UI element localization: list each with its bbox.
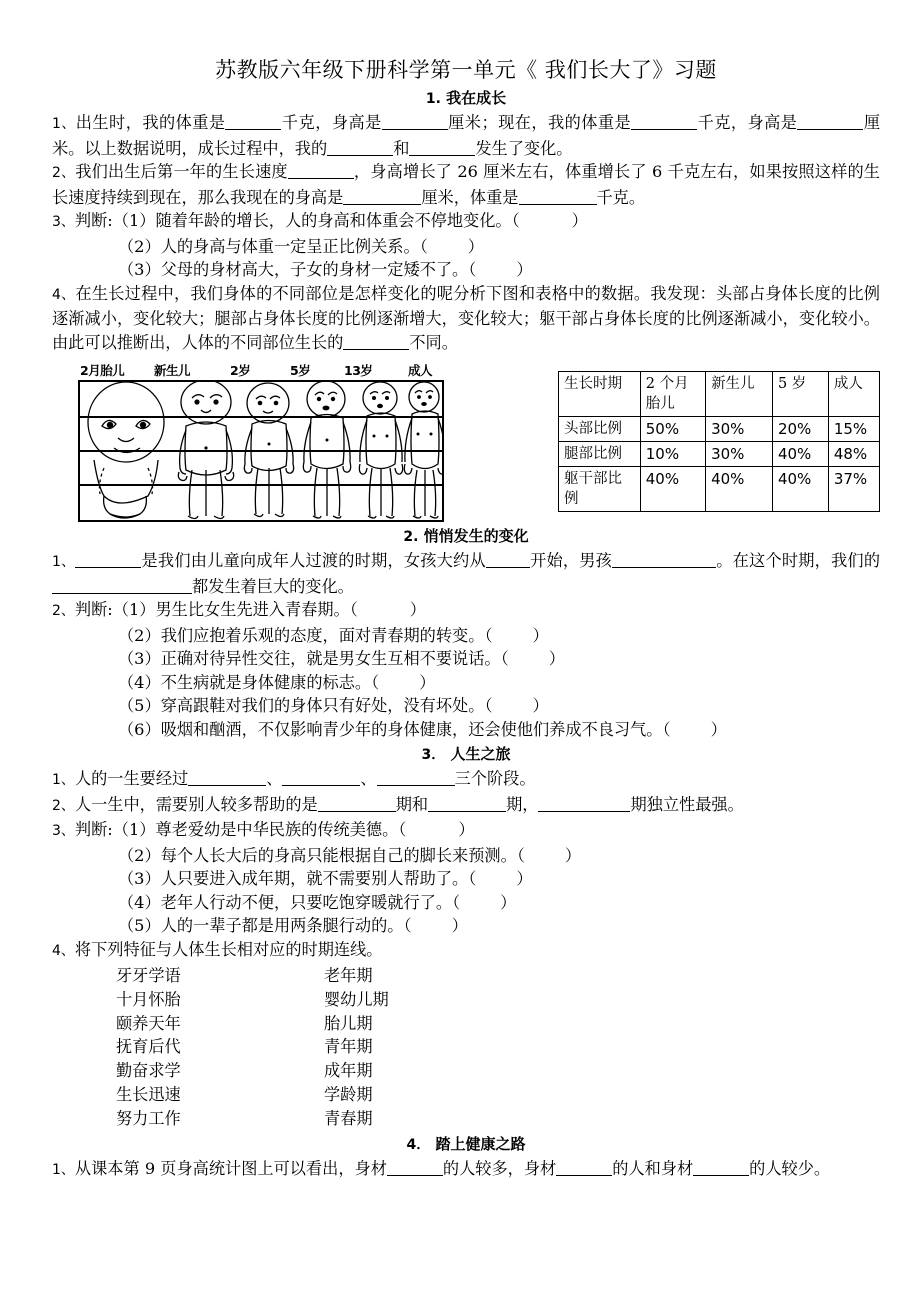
question-text: 和 xyxy=(393,138,410,158)
body-proportion-table xyxy=(558,371,880,512)
question-1-3-item-2 xyxy=(52,235,880,259)
item-text: 穿高跟鞋对我们的身体只有好处，没有坏处。（ xyxy=(160,696,493,715)
question-2-2-item-6 xyxy=(52,718,880,742)
item-number: （2） xyxy=(118,236,161,256)
answer-blank[interactable] xyxy=(343,189,421,205)
item-close: ） xyxy=(571,211,588,230)
matching-right-item[interactable]: 青年期 xyxy=(324,1037,373,1057)
question-text: 不同。 xyxy=(409,332,458,352)
item-text: 正确对待异性交往，就是男女生互相不要说话。（ xyxy=(160,649,509,668)
question-1-2 xyxy=(52,160,880,209)
cell-torso-age5: 40% xyxy=(772,467,828,512)
figure-frame xyxy=(78,380,444,522)
cell-legs-age5: 40% xyxy=(772,442,828,467)
row-label-legs: 腿部比例 xyxy=(559,442,641,467)
item-text: 男生比女生先进入青春期。（ xyxy=(155,600,358,619)
answer-blank[interactable] xyxy=(382,114,448,130)
cell-torso-newborn: 40% xyxy=(706,467,773,512)
item-close: ） xyxy=(710,719,727,739)
question-3-3-item-3 xyxy=(52,867,880,891)
answer-blank[interactable] xyxy=(693,1160,749,1176)
matching-left-item[interactable]: 牙牙学语 xyxy=(116,966,181,985)
item-number: （3） xyxy=(118,869,161,888)
section-number-1: 1. xyxy=(425,91,441,107)
question-number: 4、 xyxy=(52,942,75,959)
answer-blank[interactable] xyxy=(538,796,630,812)
answer-blank[interactable] xyxy=(75,552,141,568)
question-number: 3、 xyxy=(52,214,75,230)
question-text: 从课本第 9 页身高统计图上可以看出，身材 xyxy=(74,1158,387,1178)
item-text: 不生病就是身体健康的标志。（ xyxy=(160,672,380,692)
section-heading-3 xyxy=(52,743,880,766)
matching-row xyxy=(116,1083,880,1107)
question-3-3 xyxy=(52,818,880,844)
question-2-1 xyxy=(52,549,880,598)
row-label-torso: 躯干部比例 xyxy=(559,467,641,512)
question-text: 。在这个时期，我们的 xyxy=(716,551,881,570)
figure-labels xyxy=(78,363,446,380)
item-number: （6） xyxy=(118,719,161,739)
question-number: 2、 xyxy=(52,165,76,181)
question-text: ，身高增长了 26 厘米左右，体重增长了 6 千克左右，如果按照这样的生长速度持续到现在，那么我现在的身高是 xyxy=(52,162,880,207)
table-header-period: 生长时期 xyxy=(559,372,641,417)
question-text: 人一生中，需要别人较多帮助的是 xyxy=(74,794,318,814)
item-number: （3） xyxy=(118,260,161,279)
question-1-1 xyxy=(52,111,880,160)
item-text: 随着年龄的增长，人的身高和体重会不停地变化。（ xyxy=(155,211,520,230)
judge-label: 判断: xyxy=(74,820,113,839)
question-number: 4、 xyxy=(52,286,76,303)
section-heading-2 xyxy=(52,525,880,548)
table-header-adult: 成人 xyxy=(828,372,879,417)
question-text: 厘米。以上数据说明，成长过程中，我的 xyxy=(52,113,881,158)
question-text: 期独立性最强。 xyxy=(630,794,744,814)
item-number: （5） xyxy=(118,916,161,935)
question-2-2-item-3 xyxy=(52,647,880,671)
matching-left-item[interactable]: 勤奋求学 xyxy=(116,1061,181,1081)
table-header-fetus: 2 个月胎儿 xyxy=(640,372,705,417)
question-text: 将下列特征与人体生长相对应的时期连线。 xyxy=(74,939,383,959)
item-close: ） xyxy=(532,625,549,645)
question-text: 千克，身高是 xyxy=(697,113,798,132)
figure-label-newborn: 新生儿 xyxy=(154,363,191,378)
item-text: 老年人行动不便，只要吃饱穿暖就行了。（ xyxy=(160,892,461,912)
item-close: ） xyxy=(467,236,484,256)
figure-label-age-13: 13岁 xyxy=(344,363,373,378)
answer-blank[interactable] xyxy=(556,1160,612,1176)
question-text: 在生长过程中，我们身体的不同部位是怎样变化的呢分析下图和表格中的数据。我发现：头部占身体长度的比例逐渐减小，变化较大；腿部占身体长度的比例逐渐增大，变化较大；躯干部占身体长度的比例逐渐减小，变化较小。由此可以推断出，人体的不同部位生长的 xyxy=(52,283,880,352)
section-title-3: 人生之旅 xyxy=(450,745,511,763)
table-header-row xyxy=(559,372,880,417)
question-text: 的人较多，身材 xyxy=(442,1158,557,1178)
judge-label: 判断: xyxy=(74,600,113,619)
cell-head-adult: 15% xyxy=(828,417,879,442)
matching-right-item[interactable]: 老年期 xyxy=(324,966,373,985)
question-text: 、 xyxy=(360,769,377,788)
question-3-4 xyxy=(52,938,880,964)
question-text: 三个阶段。 xyxy=(454,769,536,788)
question-text: 千克。 xyxy=(596,187,646,207)
matching-row xyxy=(116,1107,880,1131)
item-text: 人的身高与体重一定呈正比例关系。（ xyxy=(160,236,428,256)
question-2-2 xyxy=(52,598,880,624)
question-number: 3、 xyxy=(52,823,75,839)
answer-blank[interactable] xyxy=(327,140,393,156)
question-text: 厘米，体重是 xyxy=(421,187,519,207)
item-number: （1） xyxy=(112,211,156,230)
matching-right-item[interactable]: 青春期 xyxy=(324,1108,373,1128)
item-close: ） xyxy=(451,916,468,935)
question-1-4 xyxy=(52,282,880,355)
question-3-3-item-2 xyxy=(52,844,880,868)
question-number: 2、 xyxy=(52,603,75,619)
question-1-3 xyxy=(52,209,880,235)
question-number: 1、 xyxy=(52,772,75,788)
section-number-3: 3． xyxy=(421,747,446,763)
answer-blank[interactable] xyxy=(52,578,192,594)
item-number: （4） xyxy=(118,672,161,692)
answer-blank[interactable] xyxy=(631,114,697,130)
question-text: 发生了变化。 xyxy=(475,138,573,158)
item-number: （3） xyxy=(118,649,161,668)
answer-blank[interactable] xyxy=(428,796,506,812)
item-close: ） xyxy=(548,649,565,668)
question-number: 1、 xyxy=(52,1161,75,1178)
cell-head-newborn: 30% xyxy=(706,417,773,442)
table-header-age5: 5 岁 xyxy=(772,372,828,417)
question-4-1 xyxy=(52,1157,880,1183)
item-number: （2） xyxy=(118,845,161,865)
item-close: ） xyxy=(564,845,582,865)
table-row xyxy=(559,417,880,442)
question-1-3-item-3 xyxy=(52,258,880,282)
table-row xyxy=(559,442,880,467)
answer-blank[interactable] xyxy=(318,796,396,812)
matching-exercise xyxy=(52,964,880,1131)
figure-label-age-5: 5岁 xyxy=(290,363,311,378)
matching-row xyxy=(116,988,880,1012)
section-title-1: 我在成长 xyxy=(446,89,507,107)
matching-right-item[interactable]: 胎儿期 xyxy=(324,1013,373,1033)
matching-row xyxy=(116,1035,880,1059)
cell-torso-adult: 37% xyxy=(828,467,879,512)
section-heading-1 xyxy=(52,87,880,110)
question-text: 出生时，我的体重是 xyxy=(75,113,226,132)
section-title-4: 踏上健康之路 xyxy=(435,1134,526,1153)
question-text: 我们出生后第一年的生长速度 xyxy=(75,162,288,181)
matching-right-item[interactable]: 婴幼儿期 xyxy=(324,989,389,1009)
body-proportion-figure xyxy=(78,363,446,522)
section-number-2: 2. xyxy=(403,529,419,545)
figure-and-table-row xyxy=(52,363,880,523)
item-number: （4） xyxy=(118,892,161,912)
question-number: 1、 xyxy=(52,554,76,570)
cell-head-fetus: 50% xyxy=(640,417,705,442)
question-text: 是我们由儿童向成年人过渡的时期，女孩大约从 xyxy=(141,551,486,570)
question-3-1 xyxy=(52,767,880,793)
question-2-2-item-4 xyxy=(52,671,880,695)
matching-left-item[interactable]: 生长迅速 xyxy=(116,1084,181,1104)
item-close: ） xyxy=(458,820,475,839)
cell-torso-fetus: 40% xyxy=(640,467,705,512)
answer-blank[interactable] xyxy=(797,114,863,130)
matching-left-item[interactable]: 十月怀胎 xyxy=(116,989,181,1009)
section-title-2: 悄悄发生的变化 xyxy=(423,527,529,545)
row-label-head: 头部比例 xyxy=(559,417,641,442)
document-content xyxy=(52,55,880,1182)
item-close: ） xyxy=(500,892,517,912)
question-text: 厘米；现在，我的体重是 xyxy=(447,113,632,132)
item-text: 人的一辈子都是用两条腿行动的。（ xyxy=(160,916,412,935)
item-number: （1） xyxy=(112,600,156,619)
answer-blank[interactable] xyxy=(343,334,409,350)
question-text: 的人和身材 xyxy=(612,1158,694,1178)
human-figures-illustration xyxy=(80,382,442,520)
answer-blank[interactable] xyxy=(519,189,597,205)
item-text: 吸烟和酗酒，不仅影响青少年的身体健康，还会使他们养成不良习气。（ xyxy=(160,719,671,739)
figure-label-age-2: 2岁 xyxy=(230,363,251,378)
section-heading-4 xyxy=(52,1133,880,1156)
matching-row xyxy=(116,964,880,988)
figure-label-fetus-2months: 2月胎儿 xyxy=(80,363,125,378)
answer-blank[interactable] xyxy=(612,552,716,568)
question-text: 的人较少。 xyxy=(749,1158,831,1178)
matching-right-item[interactable]: 学龄期 xyxy=(324,1084,373,1104)
matching-left-item[interactable]: 颐养天年 xyxy=(116,1013,181,1033)
question-3-3-item-5 xyxy=(52,914,880,938)
item-number: （1） xyxy=(112,820,156,839)
question-text: 人的一生要经过 xyxy=(74,769,189,788)
item-close: ） xyxy=(409,600,426,619)
answer-blank[interactable] xyxy=(225,114,281,130)
item-number: （5） xyxy=(118,696,161,715)
question-number: 1、 xyxy=(52,116,76,132)
question-text: 期， xyxy=(506,794,539,814)
cell-legs-newborn: 30% xyxy=(706,442,773,467)
item-number: （2） xyxy=(118,625,161,645)
section-number-4: 4． xyxy=(406,1136,431,1153)
item-close: ） xyxy=(516,260,533,279)
figure-label-adult: 成人 xyxy=(408,363,433,378)
matching-left-item[interactable]: 努力工作 xyxy=(116,1108,181,1128)
matching-right-item[interactable]: 成年期 xyxy=(324,1061,373,1081)
item-text: 人只要进入成年期，就不需要别人帮助了。（ xyxy=(160,869,477,888)
question-number: 2、 xyxy=(52,797,75,814)
item-text: 尊老爱幼是中华民族的传统美德。（ xyxy=(155,820,407,839)
cell-head-age5: 20% xyxy=(772,417,828,442)
item-close: ） xyxy=(516,869,533,888)
answer-blank[interactable] xyxy=(387,1160,443,1176)
matching-row xyxy=(116,1059,880,1083)
question-2-2-item-5 xyxy=(52,694,880,718)
question-text: 、 xyxy=(266,769,283,788)
question-3-3-item-4 xyxy=(52,891,880,915)
answer-blank[interactable] xyxy=(377,770,455,786)
question-text: 开始，男孩 xyxy=(529,551,613,570)
table-row xyxy=(559,467,880,512)
judge-label: 判断: xyxy=(74,211,113,230)
question-text: 千克，身高是 xyxy=(281,113,382,132)
item-text: 我们应抱着乐观的态度，面对青春期的转变。（ xyxy=(160,625,493,645)
matching-left-item[interactable]: 抚育后代 xyxy=(116,1037,181,1057)
item-text: 父母的身材高大，子女的身材一定矮不了。（ xyxy=(160,260,477,279)
answer-blank[interactable] xyxy=(282,770,360,786)
question-text: 期和 xyxy=(395,794,429,814)
answer-blank[interactable] xyxy=(188,770,266,786)
item-close: ） xyxy=(419,672,436,692)
page-title: 苏教版六年级下册科学第一单元《 我们长大了》习题 xyxy=(215,58,717,82)
cell-legs-fetus: 10% xyxy=(640,442,705,467)
answer-blank[interactable] xyxy=(486,552,530,568)
item-text: 每个人长大后的身高只能根据自己的脚长来预测。（ xyxy=(160,845,525,865)
question-text: 都发生着巨大的变化。 xyxy=(192,576,354,596)
matching-row xyxy=(116,1012,880,1036)
question-3-2 xyxy=(52,793,880,819)
cell-legs-adult: 48% xyxy=(828,442,879,467)
item-close: ） xyxy=(532,696,549,715)
answer-blank[interactable] xyxy=(288,163,354,179)
answer-blank[interactable] xyxy=(409,140,475,156)
question-2-2-item-2 xyxy=(52,624,880,648)
table-header-newborn: 新生儿 xyxy=(706,372,773,417)
